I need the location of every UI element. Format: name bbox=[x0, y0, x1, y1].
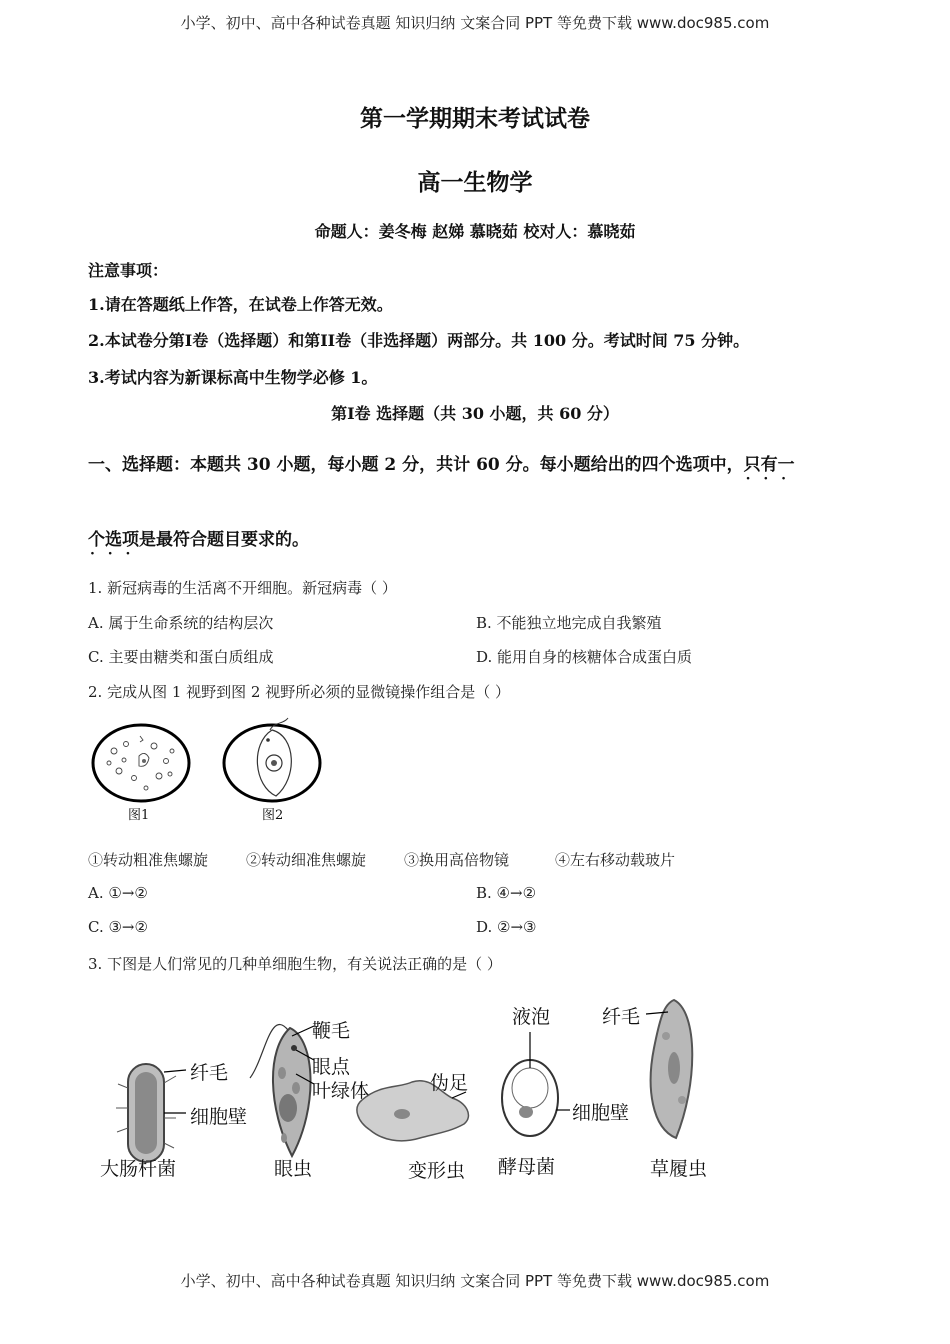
question-2-option-d: D. ②→③ bbox=[476, 918, 537, 936]
exam-title: 第一学期期末考试试卷 bbox=[360, 105, 590, 132]
instruction-emphasis: 只有一 · · · bbox=[744, 455, 795, 475]
question-2-stem: 2. 完成从图 1 视野到图 2 视野所必须的显微镜操作组合是（ ） bbox=[88, 683, 511, 701]
note-item-1: 1.请在答题纸上作答，在试卷上作答无效。 bbox=[88, 295, 393, 314]
paramecium-drawing bbox=[646, 1000, 692, 1138]
question-1-stem: 1. 新冠病毒的生活离不开细胞。新冠病毒（ ） bbox=[88, 579, 397, 597]
header-banner: 小学、初中、高中各种试卷真题 知识归纳 文案合同 PPT 等免费下载 www.doc985.com bbox=[180, 14, 770, 32]
label-cilia-paramecium: 纤毛 bbox=[602, 1006, 641, 1028]
question-1-option-d: D. 能用自身的核糖体合成蛋白质 bbox=[476, 648, 693, 666]
organism-euglena: 眼虫 bbox=[274, 1158, 313, 1180]
note-item-3: 3.考试内容为新课标高中生物学必修 1。 bbox=[88, 368, 378, 387]
section-instruction-line1 bbox=[88, 450, 795, 475]
organism-paramecium: 草履虫 bbox=[650, 1158, 708, 1180]
exam-authors: 命题人：姜冬梅 赵娣 慕晓茹 校对人：慕晓茹 bbox=[314, 222, 636, 241]
question-2-option-a: A. ①→② bbox=[88, 884, 148, 902]
footer-banner: 小学、初中、高中各种试卷真题 知识归纳 文案合同 PPT 等免费下载 www.doc985.com bbox=[180, 1272, 770, 1290]
ecoli-drawing bbox=[116, 1064, 186, 1162]
section-instruction-line2 bbox=[88, 525, 309, 550]
label-chloroplast: 叶绿体 bbox=[312, 1080, 370, 1102]
question-1-option-c: C. 主要由糖类和蛋白质组成 bbox=[88, 648, 274, 666]
question-2-step-4: ④左右移动载玻片 bbox=[555, 851, 676, 869]
instruction-main-2: 选项是最符合题目要求的。 bbox=[105, 530, 309, 550]
question-1-option-a: A. 属于生命系统的结构层次 bbox=[88, 614, 274, 632]
label-cellwall-ecoli: 细胞壁 bbox=[190, 1106, 248, 1128]
organism-amoeba: 变形虫 bbox=[408, 1160, 466, 1182]
organism-ecoli: 大肠杆菌 bbox=[100, 1158, 177, 1180]
question-2-step-1: ①转动粗准焦螺旋 bbox=[88, 851, 209, 869]
field-of-view-1 bbox=[93, 725, 189, 801]
microscope-figure bbox=[84, 716, 334, 826]
label-cellwall-yeast: 细胞壁 bbox=[572, 1102, 630, 1124]
instruction-emphasis-2: 个 · · · bbox=[88, 530, 105, 550]
question-2-option-c: C. ③→② bbox=[88, 918, 148, 936]
notes-heading: 注意事项： bbox=[88, 261, 169, 280]
instruction-main: 一、选择题：本题共 30 小题，每小题 2 分，共计 60 分。每小题给出的四个选项中， bbox=[88, 455, 744, 475]
label-pseudopod: 伪足 bbox=[430, 1072, 469, 1094]
label-eyespot: 眼点 bbox=[312, 1056, 351, 1078]
figure-2-label: 图2 bbox=[262, 808, 284, 823]
question-2-step-3: ③换用高倍物镜 bbox=[404, 851, 510, 869]
question-2-option-b: B. ④→② bbox=[476, 884, 537, 902]
question-3-stem: 3. 下图是人们常见的几种单细胞生物，有关说法正确的是（ ） bbox=[88, 955, 502, 973]
note-item-2: 2.本试卷分第I卷（选择题）和第II卷（非选择题）两部分。共 100 分。考试时间 75 分钟。 bbox=[88, 331, 750, 350]
exam-subject: 高一生物学 bbox=[417, 169, 533, 196]
organism-yeast: 酵母菌 bbox=[498, 1156, 556, 1178]
label-flagellum: 鞭毛 bbox=[312, 1020, 351, 1042]
field-of-view-2 bbox=[224, 718, 320, 801]
question-2-step-2: ②转动细准焦螺旋 bbox=[246, 851, 367, 869]
euglena-drawing bbox=[250, 1025, 314, 1156]
yeast-drawing bbox=[502, 1032, 570, 1136]
label-vacuole: 液泡 bbox=[512, 1006, 551, 1028]
label-cilia-ecoli: 纤毛 bbox=[190, 1062, 229, 1084]
section-heading: 第I卷 选择题（共 30 小题，共 60 分） bbox=[331, 404, 619, 423]
question-1-option-b: B. 不能独立地完成自我繁殖 bbox=[476, 614, 662, 632]
figure-1-label: 图1 bbox=[128, 808, 150, 823]
